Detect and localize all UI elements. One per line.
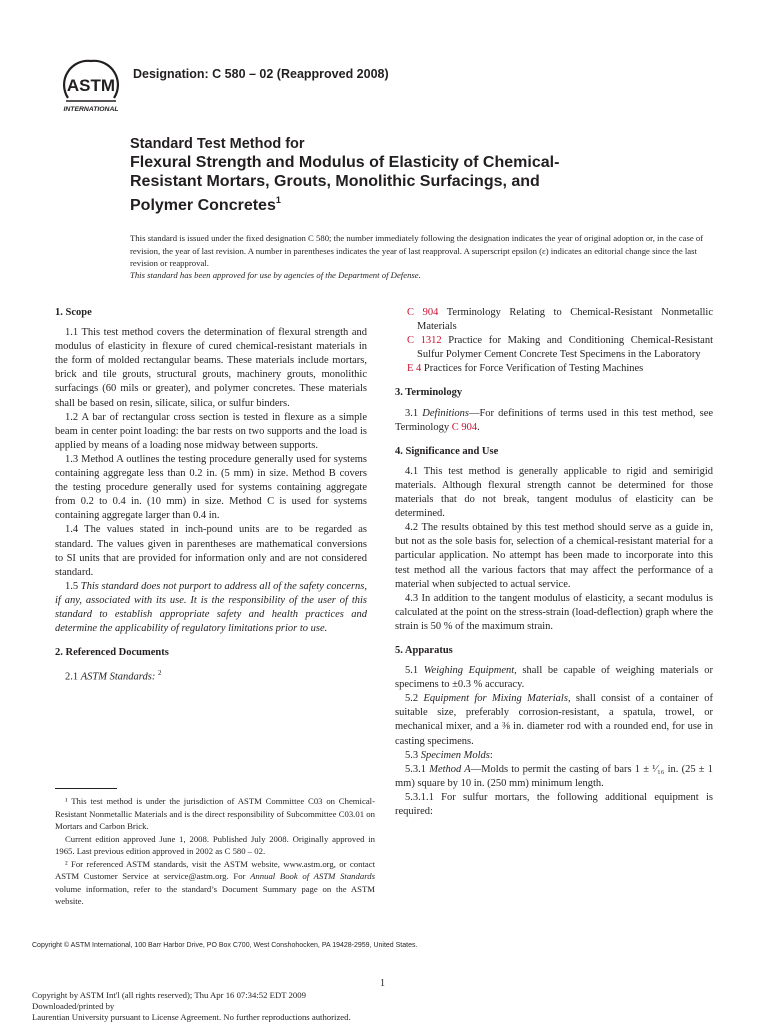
- para-1-4: 1.4 The values stated in inch-pound units are to be regarded as standard. The values given in parentheses are mathematical conversions to SI units that are provided for information only and are not considered standard.: [55, 524, 367, 578]
- para-5-2-term: Equipment for Mixing Materials: [423, 693, 568, 705]
- significance-heading: 4. Significance and Use: [395, 445, 499, 457]
- right-column: [395, 306, 713, 819]
- footnote-rule: [55, 788, 117, 789]
- footnotes: [55, 795, 375, 908]
- footnote-2-italic: Annual Book of ASTM Standards: [250, 871, 375, 881]
- para-3-1: [395, 407, 713, 435]
- ref-link-c1312[interactable]: C 1312: [407, 335, 442, 347]
- approval-note: This standard has been approved for use by agencies of the Department of Defense.: [130, 270, 421, 280]
- para-4-2: 4.2 The results obtained by this test method should serve as a guide in, but not as the sole basis for, selection of a chemical-resistant material for a particular application. No attempt has been made to incorporate into this test method all the various factors that may affect the performance of a material when subjected to actual service.: [395, 522, 713, 590]
- para-5-1: [395, 664, 713, 692]
- para-2-1: [55, 666, 367, 685]
- ref-item: [395, 306, 713, 334]
- document-title: [130, 136, 690, 215]
- logo-subtext: INTERNATIONAL: [63, 106, 119, 113]
- footnote-1-edition: Current edition approved June 1, 2008. Published July 2008. Originally approved in 1965. Last previous edition approved in 2002 as C 580 – 02.: [55, 833, 375, 856]
- para-5-2-num: 5.2: [405, 693, 419, 705]
- apparatus-heading: 5. Apparatus: [395, 644, 453, 656]
- title-footnote-mark: 1: [275, 195, 281, 205]
- footnote-2-pre: ² For referenced ASTM standards, visit the ASTM website, www.astm.org, or contact ASTM Customer Service at service@astm.org. For: [55, 858, 375, 881]
- ref-text: Terminology Relating to Chemical-Resistant Nonmetallic Materials: [417, 307, 714, 333]
- para-5-3: [395, 749, 713, 763]
- page-number: 1: [380, 978, 385, 989]
- scope-heading: 1. Scope: [55, 307, 92, 318]
- para-5-3-1-term: Method A: [429, 763, 471, 775]
- copyright-line: Copyright © ASTM International, 100 Barr Harbor Drive, PO Box C700, West Conshohocken, PA 19428-2959, United States.: [32, 942, 418, 949]
- para-4-1: 4.1 This test method is generally applicable to rigid and semirigid materials. Although flexural strength cannot be determined for those materials that do not break, tangent modulus of elasticity can be determined.: [395, 465, 713, 520]
- download-line-1: Copyright by ASTM Int'l (all rights reserved); Thu Apr 16 07:34:52 EDT 2009: [32, 990, 306, 1000]
- para-1-2: 1.2 A bar of rectangular cross section is tested in flexure as a simple beam in center point loading: the bar rests on two supports and the load is applied by means of a loading nose midway between supports.: [55, 411, 367, 451]
- ref-text: Practices for Force Verification of Testing Machines: [423, 363, 644, 375]
- terminology-link-c904[interactable]: C 904: [451, 421, 478, 433]
- ref-item: [395, 362, 713, 376]
- para-3-1-term: Definitions: [422, 407, 469, 419]
- designation: Designation: C 580 – 02 (Reapproved 2008): [133, 67, 389, 81]
- para-5-3-1: [395, 763, 713, 791]
- para-4-3: 4.3 In addition to the tangent modulus of elasticity, a secant modulus is calculated at the point on the stress-strain (load-deflection) graph where the strain is 50 % of the maximum strain.: [395, 592, 713, 632]
- para-5-1-num: 5.1: [405, 665, 419, 677]
- para-1-5: [55, 580, 367, 636]
- para-5-3-1-1: 5.3.1.1 For sulfur mortars, the following additional equipment is required:: [395, 791, 713, 817]
- para-1-1: 1.1 This test method covers the determination of flexural strength and modulus of elasticity in flexure of cured chemical-resistant materials in the form of molded rectangular beams. These materials include mortars, brick and tile grouts, structural grouts, machinery grouts, monolithic surfacings (60 mils or greater), and polymer concretes. These materials shall be based on resin, silicate, silica, or sulfur binders.: [55, 327, 367, 409]
- footnote-1: ¹ This test method is under the jurisdiction of ASTM Committee C03 on Chemical-Resistant Nonmetallic Materials and is the direct responsibility of Subcommittee C03.01 on Mortars and Carbon Brick.: [55, 796, 375, 831]
- para-3-1-num: 3.1: [405, 407, 419, 419]
- para-5-3-term: Specimen Molds: [420, 749, 490, 761]
- terminology-heading: 3. Terminology: [395, 387, 463, 399]
- para-5-3-num: 5.3: [405, 749, 419, 761]
- para-2-1-text: ASTM Standards:: [80, 671, 156, 683]
- astm-logo: [60, 54, 122, 116]
- footnote-2-post: volume information, refer to the standard’s Document Summary page on the ASTM website.: [55, 883, 375, 906]
- title-pre: Standard Test Method for: [130, 136, 305, 152]
- logo-letters: ASTM: [66, 76, 116, 95]
- title-line-2: Resistant Mortars, Grouts, Monolithic Surfacings, and: [130, 173, 540, 190]
- para-5-3-text: :: [489, 749, 493, 761]
- title-line-3: Polymer Concretes: [130, 197, 276, 214]
- para-5-2-text: , shall consist of a container of suitable size, preferably corrosion-resistant, a spatula, trowel, or mechanical mixer, and a ⅜ in. diameter rod with a rounded end, for use in casting specimens.: [395, 693, 713, 747]
- ref-link-e4[interactable]: E 4: [407, 363, 422, 375]
- para-5-2: [395, 692, 713, 748]
- para-1-5-num: 1.5: [65, 580, 79, 592]
- para-3-1-end: .: [477, 421, 480, 433]
- para-1-5-text: This standard does not purport to address all of the safety concerns, if any, associated with its use. It is the responsibility of the user of this standard to establish appropriate safety and health practices and determine the applicability of regulatory limitations prior to use.: [55, 580, 368, 635]
- para-5-1-text: , shall be capable of weighing materials or specimens to ±0.3 % accuracy.: [395, 665, 713, 691]
- ref-text: Practice for Making and Conditioning Chemical-Resistant Sulfur Polymer Cement Concrete Test Specimens in the Laboratory: [417, 335, 713, 361]
- download-line-3: Laurentian University pursuant to License Agreement. No further reproductions authorized.: [32, 1012, 351, 1022]
- para-5-3-1-text: —Molds to permit the casting of bars 1 ± ¹⁄₁₆ in. (25 ± 1 mm) square by 10 in. (250 mm) minimum length.: [395, 763, 713, 789]
- footnote-2: [55, 858, 375, 908]
- para-1-3: 1.3 Method A outlines the testing procedure generally used for systems containing aggregate less than 0.2 in. (5 mm) in size. Method B covers the testing procedure generally used for systems containing aggregate from 0.2 to 0.4 in. (10 mm) in size. Method C is used for systems containing aggregate larger than 0.4 in.: [55, 453, 367, 522]
- para-5-1-term: Weighing Equipment: [423, 665, 515, 677]
- ref-item: [395, 334, 713, 362]
- para-3-1-text: —For definitions of terms used in this test method, see Terminology: [395, 407, 714, 433]
- download-notice: [32, 990, 351, 1023]
- para-2-1-num: 2.1: [65, 671, 79, 683]
- title-line-1: Flexural Strength and Modulus of Elasticity of Chemical-: [130, 154, 560, 171]
- para-2-1-mark: 2: [157, 669, 162, 678]
- refdocs-heading: 2. Referenced Documents: [55, 647, 169, 659]
- para-5-3-1-num: 5.3.1: [405, 763, 426, 775]
- left-column: [55, 306, 367, 685]
- download-line-2: Downloaded/printed by: [32, 1001, 115, 1011]
- ref-link-c904[interactable]: C 904: [407, 307, 439, 318]
- issuance-note: This standard is issued under the fixed designation C 580; the number immediately following the designation indicates the year of original adoption or, in the case of revision, the year of last revision. A number in parentheses indicates the year of last reapproval. A superscript epsilon (ε) indicates an editorial change since the last revision or reapproval.: [130, 233, 704, 268]
